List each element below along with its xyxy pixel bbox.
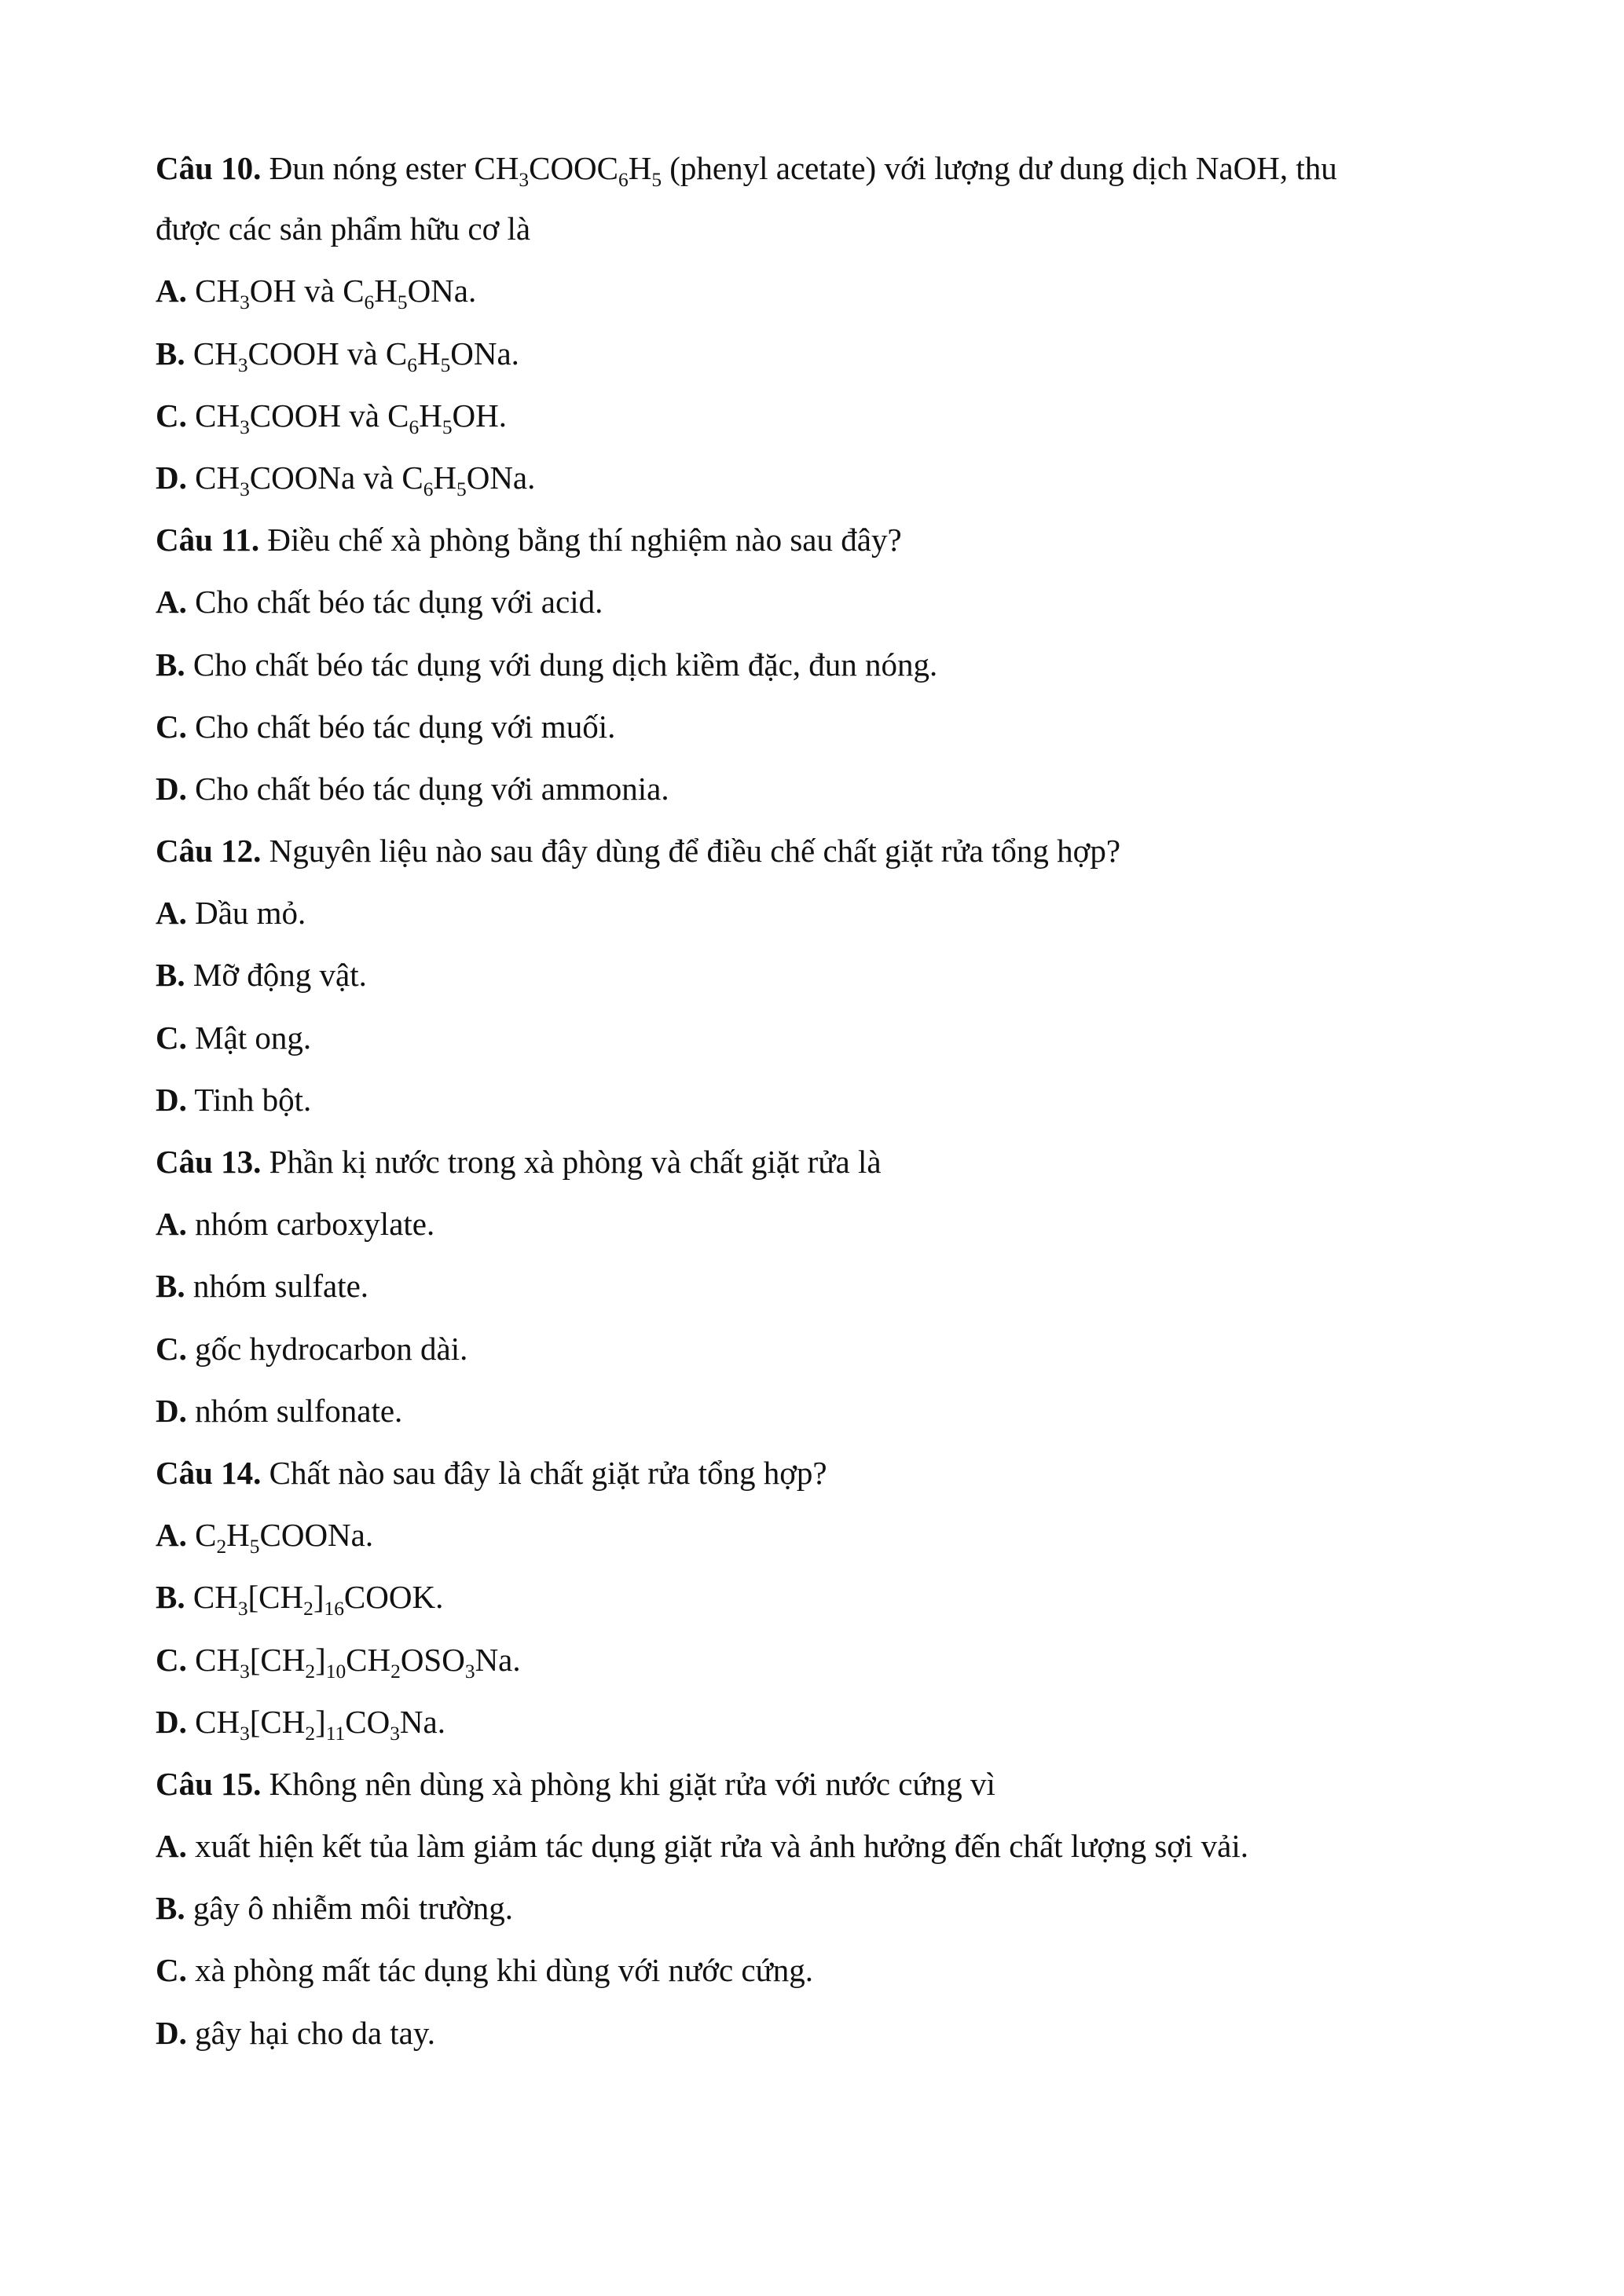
- option-label: D.: [156, 1081, 187, 1118]
- option-text: [CH: [247, 1579, 304, 1616]
- option-a: [156, 894, 1507, 932]
- option-text: ]: [315, 1641, 326, 1678]
- option-label: A.: [156, 895, 187, 932]
- subscript: 3: [390, 1722, 400, 1745]
- option-a: [156, 1516, 1507, 1558]
- option-text: CH: [186, 459, 240, 496]
- option-text: OH.: [452, 397, 507, 434]
- subscript: 6: [618, 168, 629, 191]
- option-c: [156, 1330, 1507, 1368]
- subscript: 3: [240, 1722, 250, 1745]
- option-d: [156, 1703, 1507, 1745]
- subscript: 3: [519, 168, 530, 191]
- option-d: [156, 459, 1507, 500]
- option-text: Cho chất béo tác dụng với dung dịch kiềm đặc, đun nóng.: [185, 646, 938, 683]
- option-c: [156, 1951, 1507, 1990]
- subscript: 5: [456, 478, 467, 500]
- question-stem: [156, 149, 1507, 191]
- option-label: D.: [156, 770, 187, 807]
- option-d: [156, 1392, 1507, 1430]
- option-label: C.: [156, 1330, 187, 1367]
- option-text: Dầu mỏ.: [186, 895, 306, 932]
- option-label: A.: [156, 584, 187, 621]
- subscript: 2: [305, 1660, 316, 1683]
- subscript: 10: [325, 1660, 346, 1683]
- option-label: A.: [156, 1517, 187, 1554]
- option-text: OSO: [400, 1641, 465, 1678]
- subscript: 16: [324, 1598, 344, 1620]
- question-14: [156, 1454, 1507, 1745]
- subscript: 3: [464, 1660, 475, 1683]
- question-11: [156, 521, 1507, 808]
- option-text: CH: [186, 1641, 240, 1678]
- subscript: 5: [442, 416, 453, 438]
- question-stem: [156, 1143, 1507, 1181]
- option-text: Cho chất béo tác dụng với acid.: [186, 584, 603, 621]
- option-c: [156, 708, 1507, 746]
- option-text: CH: [185, 335, 238, 372]
- stem-text: COOC: [529, 150, 619, 186]
- question-12: [156, 832, 1507, 1119]
- option-text: CH: [186, 397, 240, 434]
- option-label: B.: [156, 957, 185, 994]
- option-c: [156, 397, 1507, 438]
- stem-text: Nguyên liệu nào sau đây dùng để điều chế chất giặt rửa tổng hợp?: [261, 833, 1121, 870]
- question-stem: [156, 521, 1507, 559]
- option-d: [156, 1081, 1507, 1119]
- option-text: xuất hiện kết tủa làm giảm tác dụng giặt rửa và ảnh hưởng đến chất lượng sợi vải.: [186, 1828, 1248, 1865]
- question-stem: [156, 1454, 1507, 1492]
- option-label: B.: [156, 1890, 185, 1927]
- option-text: H: [374, 273, 398, 309]
- option-text: gây hại cho da tay.: [186, 2014, 435, 2051]
- option-text: ONa.: [407, 273, 477, 309]
- subscript: 3: [240, 291, 250, 314]
- option-b: [156, 1578, 1507, 1620]
- option-text: Cho chất béo tác dụng với muối.: [186, 708, 616, 745]
- option-text: nhóm sulfonate.: [186, 1392, 403, 1429]
- option-text: C: [186, 1517, 217, 1554]
- stem-text: Phần kị nước trong xà phòng và chất giặt rửa là: [261, 1144, 882, 1180]
- stem-text: Chất nào sau đây là chất giặt rửa tổng hợp?: [261, 1454, 827, 1491]
- option-text: Na.: [399, 1703, 445, 1740]
- question-label: Câu 15.: [156, 1765, 262, 1802]
- option-text: COONa và C: [249, 459, 423, 496]
- option-label: D.: [156, 459, 187, 496]
- question-stem: [156, 1765, 1507, 1803]
- option-label: A.: [156, 273, 187, 309]
- option-text: COOK.: [343, 1579, 444, 1616]
- option-label: C.: [156, 397, 187, 434]
- option-label: B.: [156, 646, 185, 683]
- option-c: [156, 1019, 1507, 1057]
- option-text: Cho chất béo tác dụng với ammonia.: [186, 770, 669, 807]
- option-text: [CH: [249, 1641, 306, 1678]
- option-text: CO: [345, 1703, 390, 1740]
- subscript: 5: [249, 1536, 260, 1558]
- option-text: nhóm sulfate.: [185, 1268, 369, 1305]
- option-text: ]: [315, 1703, 326, 1740]
- option-text: H: [433, 459, 457, 496]
- option-a: [156, 1827, 1507, 1866]
- option-text: xà phòng mất tác dụng khi dùng với nước cứng.: [186, 1952, 814, 1989]
- question-stem-continuation: được các sản phẩm hữu cơ là: [156, 211, 531, 247]
- subscript: 3: [237, 353, 248, 376]
- option-text: CH: [346, 1641, 391, 1678]
- question-label: Câu 13.: [156, 1144, 262, 1180]
- option-label: C.: [156, 1641, 187, 1678]
- stem-text: H: [628, 150, 652, 186]
- subscript: 2: [303, 1598, 313, 1620]
- option-text: gây ô nhiễm môi trường.: [185, 1890, 514, 1927]
- option-b: [156, 1267, 1507, 1305]
- option-text: COOH và C: [249, 397, 409, 434]
- option-b: [156, 956, 1507, 994]
- subscript: 2: [390, 1660, 401, 1683]
- question-10: [156, 149, 1507, 500]
- option-text: H: [416, 335, 441, 372]
- option-text: ]: [313, 1579, 324, 1616]
- question-15: [156, 1765, 1507, 2052]
- option-text: COOH và C: [247, 335, 408, 372]
- option-text: Tinh bột.: [186, 1081, 312, 1118]
- stem-text: Điều chế xà phòng bằng thí nghiệm nào sau đây?: [259, 522, 902, 558]
- option-label: B.: [156, 335, 185, 372]
- option-label: C.: [156, 708, 187, 745]
- subscript: 6: [407, 353, 417, 376]
- subscript: 5: [397, 291, 408, 314]
- option-c: [156, 1641, 1507, 1683]
- subscript: 6: [364, 291, 375, 314]
- subscript: 3: [240, 416, 250, 438]
- subscript: 2: [305, 1722, 316, 1745]
- subscript: 2: [216, 1536, 227, 1558]
- option-a: [156, 272, 1507, 314]
- option-label: A.: [156, 1828, 187, 1865]
- option-label: D.: [156, 2014, 187, 2051]
- question-label: Câu 12.: [156, 833, 262, 870]
- option-label: B.: [156, 1268, 185, 1305]
- option-text: ONa.: [466, 459, 536, 496]
- question-stem: [156, 832, 1507, 870]
- question-label: Câu 14.: [156, 1454, 262, 1491]
- subscript: 3: [240, 478, 250, 500]
- option-b: [156, 1889, 1507, 1928]
- option-text: nhóm carboxylate.: [186, 1206, 435, 1243]
- option-b: [156, 335, 1507, 376]
- option-a: [156, 583, 1507, 621]
- question-label: Câu 10.: [156, 150, 262, 186]
- option-text: CH: [186, 1703, 240, 1740]
- subscript: 3: [240, 1660, 250, 1683]
- subscript: 11: [325, 1722, 346, 1745]
- option-label: B.: [156, 1579, 185, 1616]
- stem-text: Không nên dùng xà phòng khi giặt rửa với nước cứng vì: [261, 1765, 995, 1802]
- option-b: [156, 646, 1507, 684]
- option-label: D.: [156, 1703, 187, 1740]
- subscript: 5: [440, 353, 451, 376]
- option-text: H: [226, 1517, 250, 1554]
- option-text: Na.: [475, 1641, 521, 1678]
- subscript: 6: [409, 416, 420, 438]
- subscript: 6: [423, 478, 434, 500]
- question-label: Câu 11.: [156, 522, 260, 558]
- option-text: H: [419, 397, 442, 434]
- option-text: ONa.: [450, 335, 519, 372]
- option-text: CH: [185, 1579, 238, 1616]
- option-label: A.: [156, 1206, 187, 1243]
- option-label: C.: [156, 1019, 187, 1056]
- option-text: gốc hydrocarbon dài.: [186, 1330, 468, 1367]
- option-text: CH: [186, 273, 240, 309]
- option-text: OH và C: [249, 273, 365, 309]
- stem-text: (phenyl acetate) với lượng dư dung dịch NaOH, thu: [662, 150, 1337, 186]
- subscript: 5: [651, 168, 662, 191]
- option-text: Mỡ động vật.: [185, 957, 367, 994]
- option-label: D.: [156, 1392, 187, 1429]
- document-page: [156, 149, 1507, 2052]
- subscript: 3: [237, 1598, 248, 1620]
- question-13: [156, 1143, 1507, 1430]
- option-label: C.: [156, 1952, 187, 1989]
- option-text: COONa.: [259, 1517, 374, 1554]
- option-d: [156, 770, 1507, 808]
- option-d: [156, 2014, 1507, 2052]
- stem-text: Đun nóng ester CH: [261, 150, 519, 186]
- option-text: [CH: [249, 1703, 306, 1740]
- option-text: Mật ong.: [186, 1019, 312, 1056]
- option-a: [156, 1205, 1507, 1243]
